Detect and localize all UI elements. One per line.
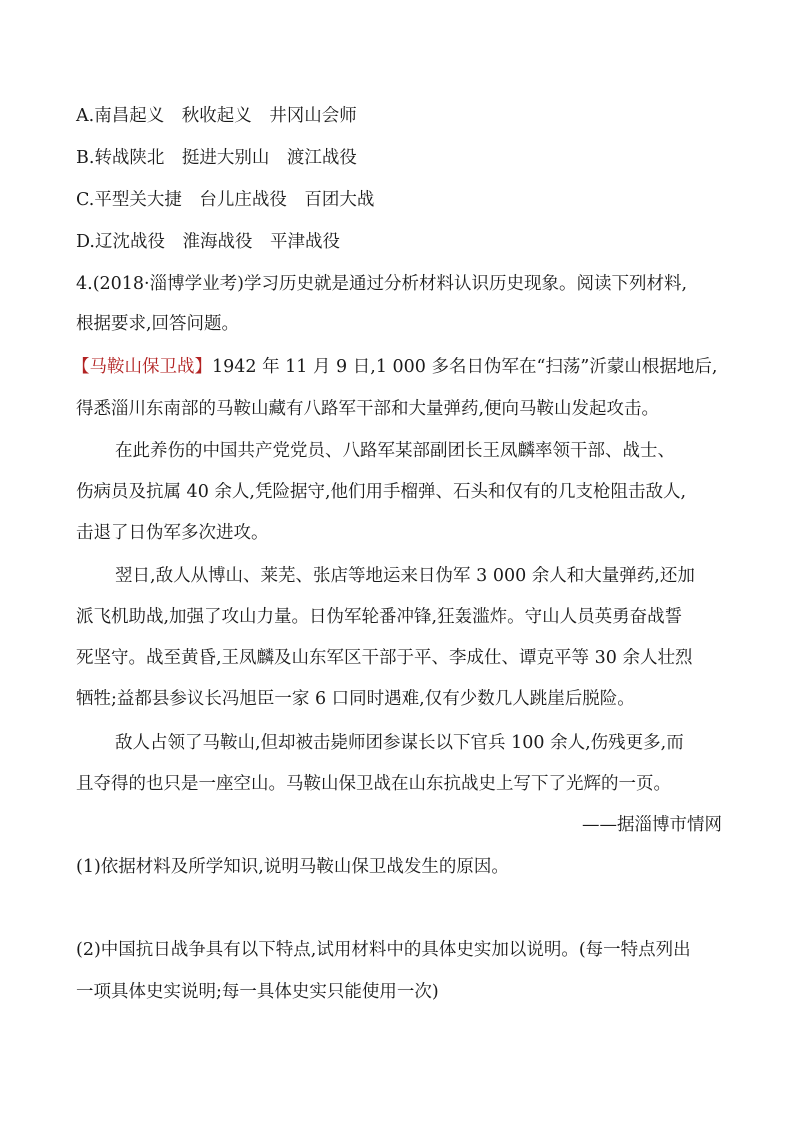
- option-c-text: 平型关大捷 台儿庄战役 百团大战: [94, 190, 375, 210]
- option-c-label: C.: [76, 190, 95, 210]
- material-paragraph-1-line-1: [72, 355, 718, 379]
- option-a: [76, 104, 722, 128]
- material-p1-line1-text: 1942 年 11 月 9 日,1 000 多名日伪军在“扫荡”沂蒙山根据地后,: [212, 357, 718, 377]
- material-paragraph-2-line-1: 在此养伤的中国共产党党员、八路军某部副团长王凤麟率领干部、战士、: [115, 441, 675, 461]
- material-title-tag: 【马鞍山保卫战】: [72, 357, 212, 377]
- material-source: ——据淄博市情网: [582, 815, 722, 835]
- option-b-text: 转战陕北 挺进大别山 渡江战役: [94, 148, 357, 168]
- material-paragraph-3-line-3: 死坚守。战至黄昏,王凤麟及山东军区干部于平、李成仕、谭克平等 30 余人壮烈: [76, 648, 693, 668]
- material-paragraph-1-line-2: 得悉淄川东南部的马鞍山藏有八路军干部和大量弹药,便向马鞍山发起攻击。: [76, 399, 660, 419]
- subquestion-1: (1)依据材料及所学知识,说明马鞍山保卫战发生的原因。: [76, 857, 509, 877]
- subquestion-2-line-2: 一项具体史实说明;每一具体史实只能使用一次): [76, 982, 439, 1002]
- option-b: [76, 146, 722, 170]
- question-4-line-2: 根据要求,回答问题。: [76, 314, 240, 334]
- material-paragraph-4-line-1: 敌人占领了马鞍山,但却被击毙师团参谋长以下官兵 100 余人,伤残更多,而: [115, 733, 684, 753]
- question-4-line-1: 4.(2018·淄博学业考)学习历史就是通过分析材料认识历史现象。阅读下列材料,: [76, 274, 688, 294]
- option-c: [76, 188, 722, 212]
- material-paragraph-2-line-2: 伤病员及抗属 40 余人,凭险据守,他们用手榴弹、石头和仅有的几支枪阻击敌人,: [76, 482, 687, 502]
- material-paragraph-2-line-3: 击退了日伪军多次进攻。: [76, 523, 269, 543]
- material-paragraph-3-line-1: 翌日,敌人从博山、莱芜、张店等地运来日伪军 3 000 余人和大量弹药,还加: [115, 566, 695, 586]
- subquestion-2-line-1: (2)中国抗日战争具有以下特点,试用材料中的具体史实加以说明。(每一特点列出: [76, 940, 691, 960]
- material-paragraph-4-line-2: 且夺得的也只是一座空山。马鞍山保卫战在山东抗战史上写下了光辉的一页。: [76, 774, 671, 794]
- option-a-label: A.: [76, 106, 95, 126]
- material-paragraph-3-line-2: 派飞机助战,加强了攻山力量。日伪军轮番冲锋,狂轰滥炸。守山人员英勇奋战誓: [76, 607, 683, 627]
- option-d-text: 辽沈战役 淮海战役 平津战役: [94, 232, 340, 252]
- option-b-label: B.: [76, 148, 95, 168]
- option-d-label: D.: [76, 232, 95, 252]
- option-d: [76, 230, 722, 254]
- option-a-text: 南昌起义 秋收起义 井冈山会师: [94, 106, 357, 126]
- material-paragraph-3-line-4: 牺牲;益都县参议长冯旭臣一家 6 口同时遇难,仅有少数几人跳崖后脱险。: [76, 689, 635, 709]
